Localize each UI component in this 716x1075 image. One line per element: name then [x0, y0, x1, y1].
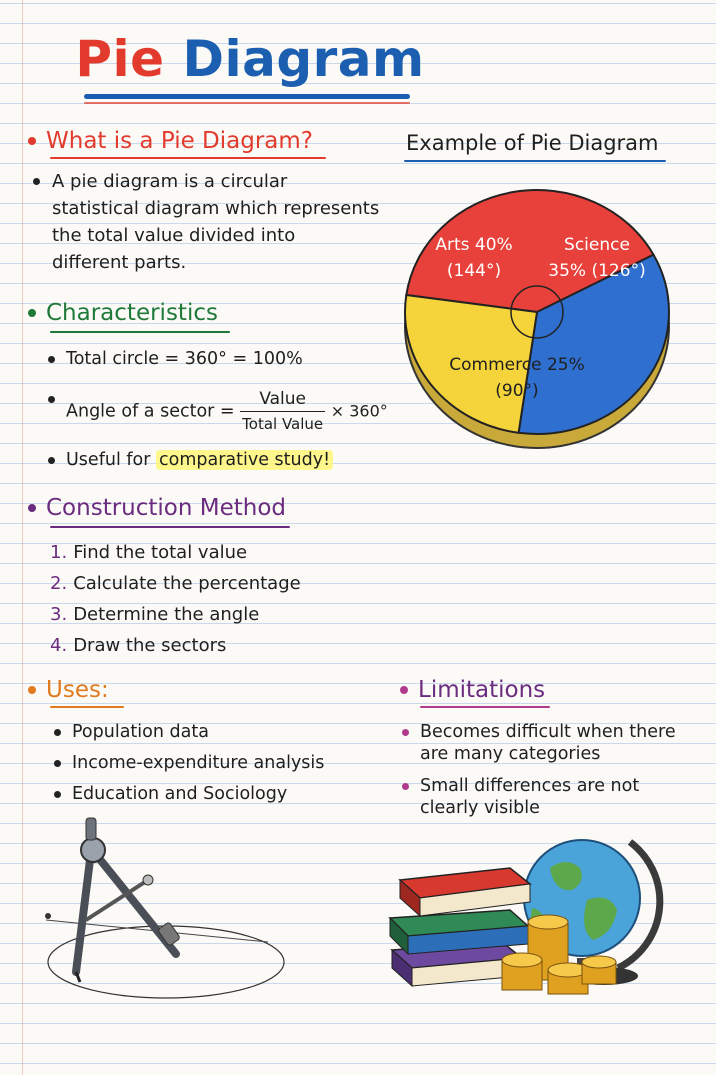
- fraction-denominator: Total Value: [240, 411, 325, 435]
- section-characteristics-underline: [50, 331, 230, 333]
- title-word-pie: Pie: [75, 30, 165, 88]
- step-number: 2.: [50, 573, 68, 594]
- section-what-underline: [50, 157, 326, 159]
- section-limitations-heading: [400, 677, 545, 703]
- coin-top: [528, 915, 568, 929]
- limitation-line: Becomes difficult when there: [420, 722, 676, 742]
- pie-chart: [392, 178, 682, 458]
- heading-dot: [28, 137, 36, 145]
- useful-prefix: Useful for: [66, 450, 151, 470]
- section-uses-title: Uses:: [46, 677, 109, 703]
- bullet-dot: [33, 178, 40, 185]
- pie-label-arts: (144°): [446, 261, 502, 281]
- section-construction-underline: [50, 526, 290, 528]
- compass-handle: [86, 818, 96, 840]
- section-limitations-title: Limitations: [418, 677, 546, 703]
- step-text: Calculate the percentage: [73, 573, 301, 594]
- fraction-numerator: Value: [259, 389, 306, 409]
- section-construction-heading: [28, 495, 286, 521]
- step-text: Draw the sectors: [73, 635, 227, 656]
- list-item: [44, 388, 404, 435]
- pie-label-arts: Arts 40%: [435, 235, 513, 255]
- study-illustration: [382, 818, 682, 1013]
- pie-label-commerce: (90°): [495, 381, 539, 401]
- construction-steps: [50, 537, 410, 661]
- section-what-title: What is a Pie Diagram?: [46, 128, 314, 154]
- limitations-list: [398, 721, 698, 819]
- section-construction-title: Construction Method: [46, 495, 287, 521]
- limitation-line: clearly visible: [420, 798, 540, 818]
- section-characteristics-title: Characteristics: [46, 300, 218, 326]
- coin-top: [502, 953, 542, 967]
- list-item: Income-expenditure analysis: [50, 752, 370, 774]
- step-text: Determine the angle: [73, 604, 260, 625]
- limitation-line: are many categories: [420, 744, 601, 764]
- heading-dot: [28, 504, 36, 512]
- pie-chart-title: Example of Pie Diagram: [406, 131, 659, 155]
- characteristics-list: [44, 348, 404, 471]
- section-limitations-underline: [420, 706, 550, 708]
- step-number: 3.: [50, 604, 68, 625]
- step-number: 1.: [50, 542, 68, 563]
- heading-dot: [400, 686, 408, 694]
- what-line-4: different parts.: [52, 252, 187, 273]
- section-uses-underline: [50, 706, 124, 708]
- what-line-1: A pie diagram is a circular: [52, 171, 288, 192]
- page-title: [0, 30, 500, 88]
- coin-top: [582, 956, 616, 968]
- list-item: [50, 630, 410, 661]
- angle-formula-suffix: × 360°: [330, 401, 388, 421]
- list-item: [50, 568, 410, 599]
- title-underline-accent: [84, 102, 410, 104]
- heading-dot: [28, 686, 36, 694]
- list-item: [44, 449, 404, 471]
- section-what-body: [30, 168, 390, 276]
- limitation-line: Small differences are not: [420, 776, 640, 796]
- pie-chart-title-underline: [404, 160, 666, 162]
- uses-list: [50, 721, 370, 805]
- title-word-diagram: Diagram: [182, 30, 425, 88]
- what-line-3: the total value divided into: [52, 225, 296, 246]
- heading-dot: [28, 309, 36, 317]
- compass-icon: [36, 812, 286, 1007]
- pie-label-commerce: Commerce 25%: [449, 355, 585, 375]
- what-paragraph: [30, 168, 390, 276]
- list-item: Education and Sociology: [50, 783, 370, 805]
- list-item: Total circle = 360° = 100%: [44, 348, 404, 370]
- step-text: Find the total value: [73, 542, 248, 563]
- list-item: [398, 721, 698, 765]
- list-item: [50, 537, 410, 568]
- section-characteristics-heading: [28, 300, 218, 326]
- section-uses-heading: [28, 677, 109, 703]
- compass-screw: [143, 875, 153, 885]
- step-number: 4.: [50, 635, 68, 656]
- angle-formula-fraction: [240, 388, 325, 435]
- section-what-heading: [28, 128, 313, 154]
- compass-point-mark: [45, 913, 51, 919]
- title-underline: [84, 94, 410, 99]
- compass-hinge: [81, 838, 105, 862]
- highlighted-text: comparative study!: [156, 450, 333, 470]
- compass-leg-left: [76, 852, 91, 972]
- angle-formula-prefix: Angle of a sector =: [66, 401, 235, 422]
- list-item: Population data: [50, 721, 370, 743]
- what-line-2: statistical diagram which represents: [52, 198, 380, 219]
- list-item: [50, 599, 410, 630]
- list-item: [398, 775, 698, 819]
- pie-label-science: 35% (126°): [548, 261, 646, 281]
- pie-label-science: Science: [564, 235, 630, 255]
